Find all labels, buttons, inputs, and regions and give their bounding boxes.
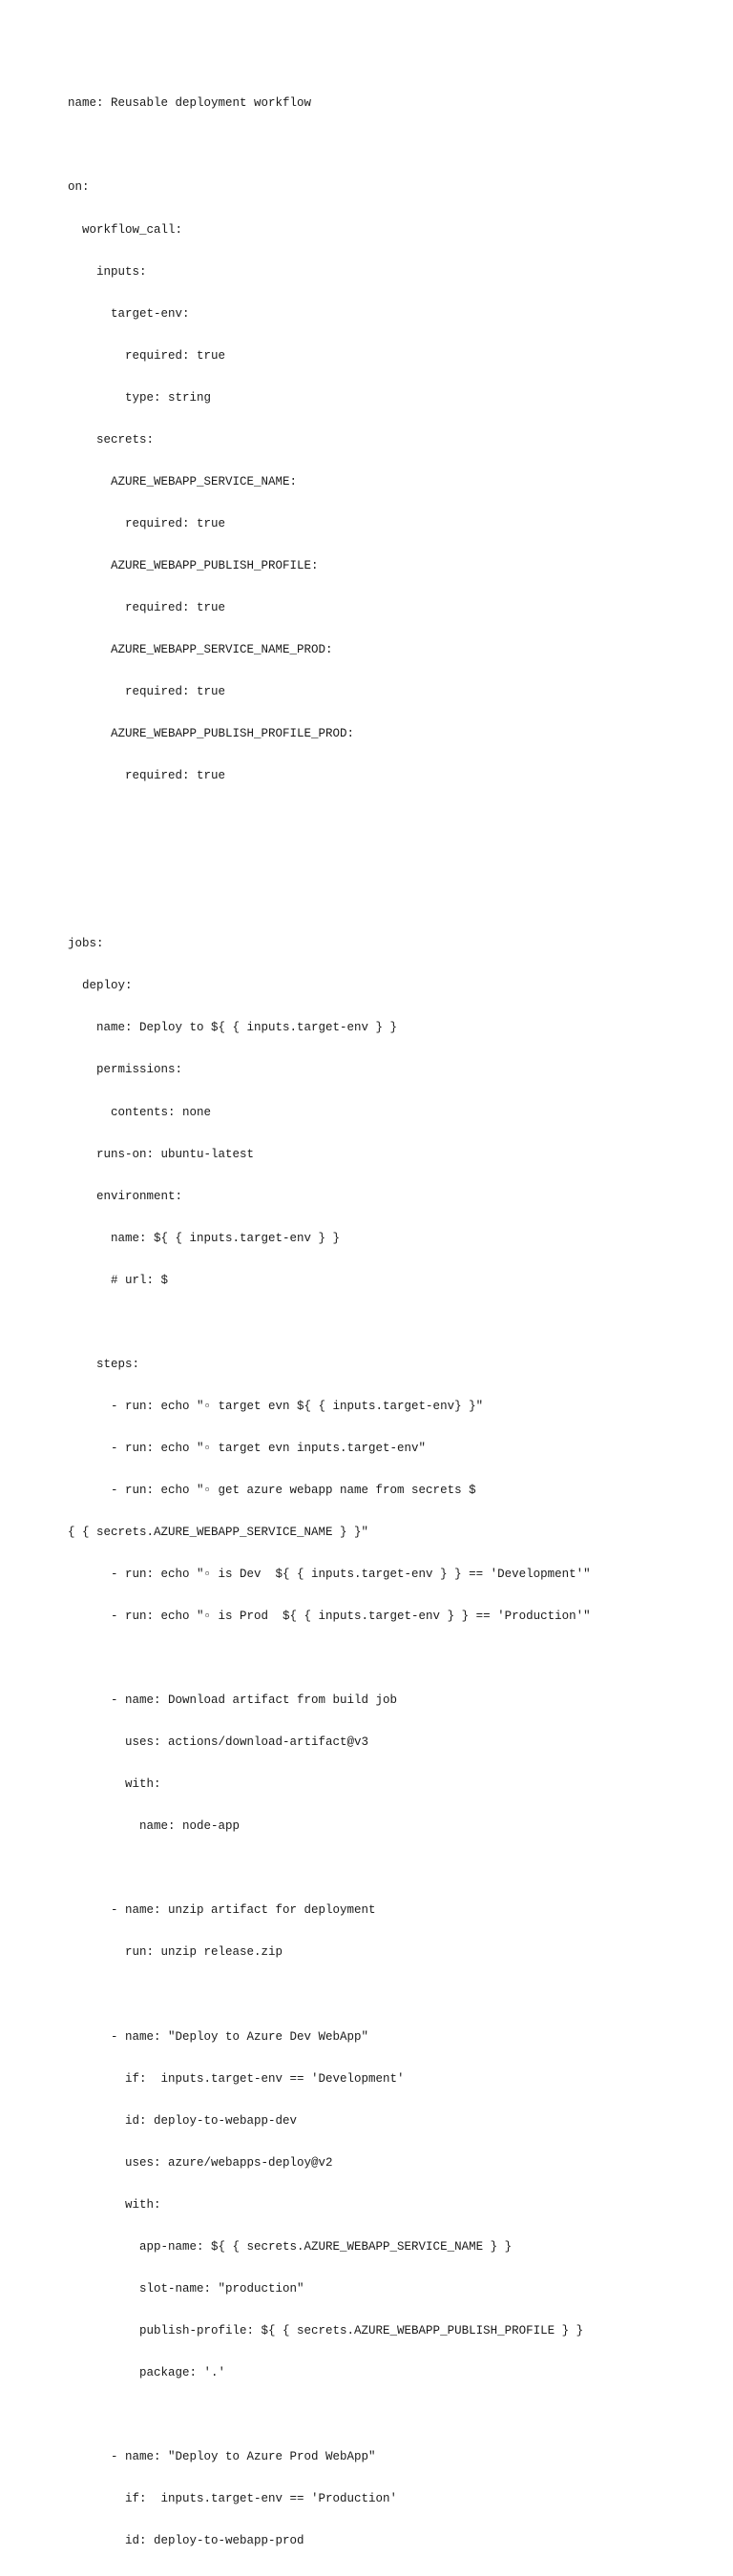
- code-line: environment:: [68, 1189, 183, 1203]
- code-line: - name: "Deploy to Azure Dev WebApp": [68, 2029, 369, 2044]
- code-line: required: true: [68, 600, 226, 614]
- code-line: contents: none: [68, 1105, 212, 1119]
- code-line: app-name: ${ { secrets.AZURE_WEBAPP_SERVICE_NAME } }: [68, 2239, 513, 2254]
- code-line: [68, 2408, 717, 2422]
- code-line: # url: $: [68, 1273, 169, 1287]
- code-line: - name: "Deploy to Azure Prod WebApp": [68, 2450, 376, 2463]
- code-line: [68, 1987, 717, 2002]
- code-line: { { secrets.AZURE_WEBAPP_SERVICE_NAME } }": [68, 1525, 369, 1539]
- code-line: slot-name: "production": [68, 2281, 304, 2296]
- code-line: type: string: [68, 390, 212, 405]
- code-line: [68, 1861, 717, 1876]
- code-line: AZURE_WEBAPP_PUBLISH_PROFILE:: [68, 558, 319, 572]
- code-line: run: unzip release.zip: [68, 1945, 283, 1960]
- code-line: - run: echo "▫ get azure webapp name from secrets $: [68, 1483, 476, 1497]
- code-line: workflow_call:: [68, 222, 183, 237]
- code-line: [68, 1316, 717, 1330]
- code-line: name: node-app: [68, 1819, 241, 1834]
- code-line: on:: [68, 180, 90, 195]
- workflow-code-block: [68, 69, 717, 2576]
- code-line: if: inputs.target-env == 'Production': [68, 2492, 398, 2506]
- code-line: publish-profile: ${ { secrets.AZURE_WEBAPP_PUBLISH_PROFILE } }: [68, 2323, 584, 2337]
- code-line: - name: unzip artifact for deployment: [68, 1903, 376, 1918]
- code-line: with:: [68, 2197, 161, 2212]
- code-line: name: Reusable deployment workflow: [68, 96, 312, 111]
- code-line: if: inputs.target-env == 'Development': [68, 2071, 405, 2086]
- code-line: [68, 811, 717, 825]
- code-line: - run: echo "▫ target evn ${ { inputs.target-env} }": [68, 1399, 484, 1413]
- code-line: name: ${ { inputs.target-env } }: [68, 1231, 341, 1245]
- code-line: permissions:: [68, 1063, 183, 1077]
- code-line: runs-on: ubuntu-latest: [68, 1147, 255, 1161]
- code-line: inputs:: [68, 264, 147, 279]
- code-line: [68, 1652, 717, 1666]
- code-line: secrets:: [68, 432, 155, 447]
- code-line: AZURE_WEBAPP_SERVICE_NAME:: [68, 474, 298, 488]
- code-line: required: true: [68, 685, 226, 699]
- code-line: AZURE_WEBAPP_SERVICE_NAME_PROD:: [68, 642, 333, 656]
- code-line: uses: actions/download-artifact@v3: [68, 1735, 369, 1750]
- code-line: AZURE_WEBAPP_PUBLISH_PROFILE_PROD:: [68, 727, 355, 741]
- code-line: package: '.': [68, 2365, 226, 2379]
- code-line: id: deploy-to-webapp-dev: [68, 2113, 298, 2128]
- code-line: required: true: [68, 348, 226, 363]
- code-line: - run: echo "▫ target evn inputs.target-env": [68, 1441, 427, 1455]
- code-line: uses: azure/webapps-deploy@v2: [68, 2155, 333, 2170]
- code-line: required: true: [68, 516, 226, 530]
- code-line: with:: [68, 1777, 161, 1792]
- code-line: [68, 853, 717, 867]
- code-line: id: deploy-to-webapp-prod: [68, 2534, 304, 2548]
- code-line: [68, 895, 717, 909]
- code-line: - run: echo "▫ is Prod ${ { inputs.target-env } } == 'Production'": [68, 1610, 591, 1624]
- code-line: [68, 138, 717, 153]
- code-line: - name: Download artifact from build job: [68, 1693, 398, 1708]
- code-line: deploy:: [68, 979, 133, 993]
- code-line: jobs:: [68, 937, 104, 951]
- code-line: name: Deploy to ${ { inputs.target-env } }: [68, 1021, 398, 1035]
- code-line: - run: echo "▫ is Dev ${ { inputs.target-env } } == 'Development'": [68, 1568, 591, 1582]
- code-line: required: true: [68, 769, 226, 783]
- code-line: steps:: [68, 1357, 140, 1371]
- code-line: target-env:: [68, 306, 190, 321]
